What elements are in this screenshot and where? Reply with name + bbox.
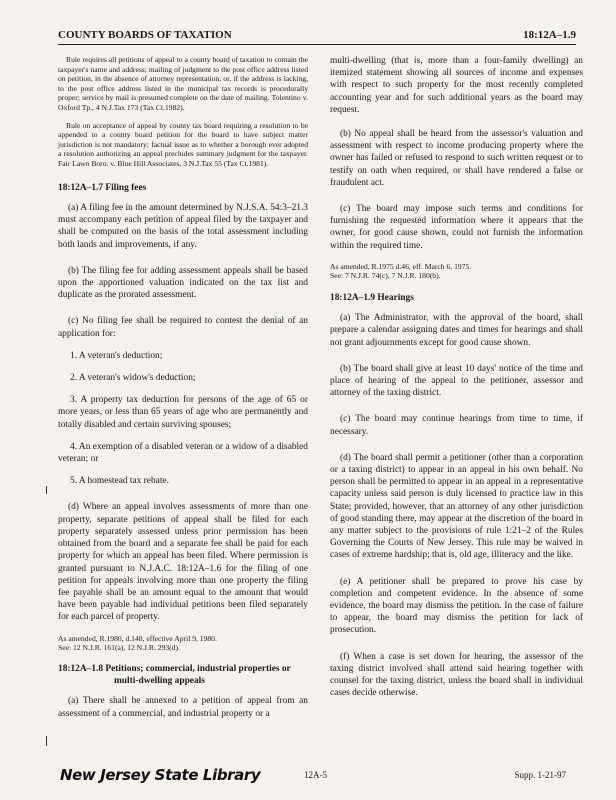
paragraph: (c) No filing fee shall be required to contest the denial of an application for:	[58, 316, 308, 339]
supplement-date: Supp. 1-21-97	[514, 770, 566, 780]
paragraph: (b) No appeal shall be heard from the assessor's valuation and assessment with respect to income producing property where the owner has failed or refused to respond to such written request or to testify on oath when required, or shall have rendered a false or fraudulent act.	[330, 129, 583, 188]
left-column	[58, 55, 308, 730]
amendment-note: As amended, R.1975 d.46, eff. March 6, 1975. See: 7 N.J.R. 74(c), 7 N.J.R. 180(b).	[330, 261, 472, 281]
paragraph: (e) A petitioner shall be prepared to prove his case by completion and competent evidence. In the absence of some evidence, the board may dismiss the petition. In the case of failure to appear, the board may dismiss the petition for lack of prosecution.	[330, 576, 583, 636]
case-note: Rule on acceptance of appeal by county tax board requiring a resolution to be appended to a county board petition for the board to have subject matter jurisdiction is not mandatory; factual issue as to whether a borough ever adopted a resolution authorizing an appeal precludes summary judgment for the taxpayer. Fair Lawn Boro. v. Blue Hill Associates, 3 N.J.Tax 55 (Tax Ct.1981).	[58, 120, 308, 168]
list-item: 4. An exemption of a disabled veteran or a widow of a disabled veteran; or	[58, 441, 308, 465]
paragraph: (b) The board shall give at least 10 days' notice of the time and place of hearing of the appeal to the petitioner, assessor and attorney of the taxing district.	[330, 363, 583, 399]
paragraph: (b) The filing fee for adding assessment appeals shall be based upon the apportioned valuation indicated on the tax list and duplicate as the prorated assessment.	[58, 265, 308, 301]
paragraph: (d) Where an appeal involves assessments of more than one property, separate petitions of appeal shall be filed for each property separately assessed unless prior permission has been obtained from the board and a separate fee shall be paid for each property for which an appeal has been filed. Where permission is granted pursuant to N.J.A.C. 18:12A–1.6 for the filing of one petition for appeals involving more than one property the filing fee payable shall be an amount equal to the amount that would have been payable had individual petitions been filed separately for each parcel of property.	[58, 502, 308, 623]
header-title: COUNTY BOARDS OF TAXATION	[58, 29, 232, 41]
paragraph: (c) The board may impose such terms and conditions for furnishing the requested information where it appears that the owner, for good cause shown, could not furnish the information within the required time.	[330, 204, 583, 251]
right-column	[330, 55, 583, 709]
list-item: 5. A homestead tax rebate.	[70, 476, 169, 487]
section-heading-1-9: 18:12A–1.9 Hearings	[330, 292, 414, 303]
list-item: 1. A veteran's deduction;	[70, 350, 163, 361]
page-footer	[58, 766, 576, 790]
paragraph: (a) A filing fee in the amount determined by N.J.S.A. 54:3–21.3 must accompany each petition of appeal filed by the taxpayer and shall be computed on the basis of the total assessment including both lands and improvements, if any.	[58, 203, 308, 250]
running-header	[58, 28, 576, 45]
paragraph: (a) There shall be annexed to a petition of appeal from an assessment of a commercial, and industrial property or a	[58, 696, 308, 719]
library-stamp: New Jersey State Library	[60, 766, 261, 784]
section-heading-1-7: 18:12A–1.7 Filing fees	[58, 182, 147, 193]
section-heading-1-8: 18:12A–1.8 Petitions; commercial, industrial properties or multi-dwelling appeals	[58, 664, 291, 686]
margin-mark	[46, 736, 47, 746]
case-note: Rule requires all petitions of appeal to a county board of taxation to contain the taxpayer's name and address; mailing of judgment to the post office address listed on petition, in the absence of attorney representation, or, if the address is lacking, to the post office address listed in the municipal tax records is procedurally proper; service by mail is presumed complete on the date of mailing. Tolentino v. Oxford Tp., 4 N.J.Tax 173 (Tax Ct.1982).	[58, 55, 308, 112]
paragraph: (a) The Administrator, with the approval of the board, shall prepare a calendar assigning dates and times for hearings and shall not grant adjournments except for good cause shown.	[330, 313, 583, 348]
header-section: 18:12A–1.9	[523, 29, 576, 41]
paragraph: (c) The board may continue hearings from time to time, if necessary.	[330, 414, 583, 437]
amendment-note: As amended, R.1980, d.148, effective April 9, 1980. See: 12 N.J.R. 161(a), 12 N.J.R. 293(d).	[58, 633, 217, 652]
margin-mark	[46, 486, 47, 494]
page-number: 12A-5	[304, 770, 327, 780]
paragraph: (d) The board shall permit a petitioner (other than a corporation or a taxing district) to appear in an appeal in his own behalf. No person shall be permitted to appear in an appeal in a representative capacity unless said person is duly licensed to practice law in this State; provided, however, that an attorney of any other jurisdiction of good standing there, may appear at the discretion of the board in any matter subject to the provisions of rule 1:21–2 of the Rules Governing the Courts of New Jersey. This rule may be waived in cases of extreme hardship; that is, old age, illiteracy and the like.	[330, 452, 583, 561]
list-item: 3. A property tax deduction for persons of the age of 65 or more years, or less than 65 years of age who are permanently and totally disabled and certain surviving spouses;	[58, 395, 308, 430]
list-item: 2. A veteran's widow's deduction;	[70, 373, 196, 384]
paragraph: multi-dwelling (that is, more than a four-family dwelling) an itemized statement showing all sources of income and expenses with respect to such property for the most recently completed accounting year and for such additional years as the board may request.	[330, 56, 583, 115]
paragraph: (f) When a case is set down for hearing, the assessor of the taxing district involved shall attend said hearing together with counsel for the taxing district, unless the board shall in individual cases decide otherwise.	[330, 651, 583, 699]
